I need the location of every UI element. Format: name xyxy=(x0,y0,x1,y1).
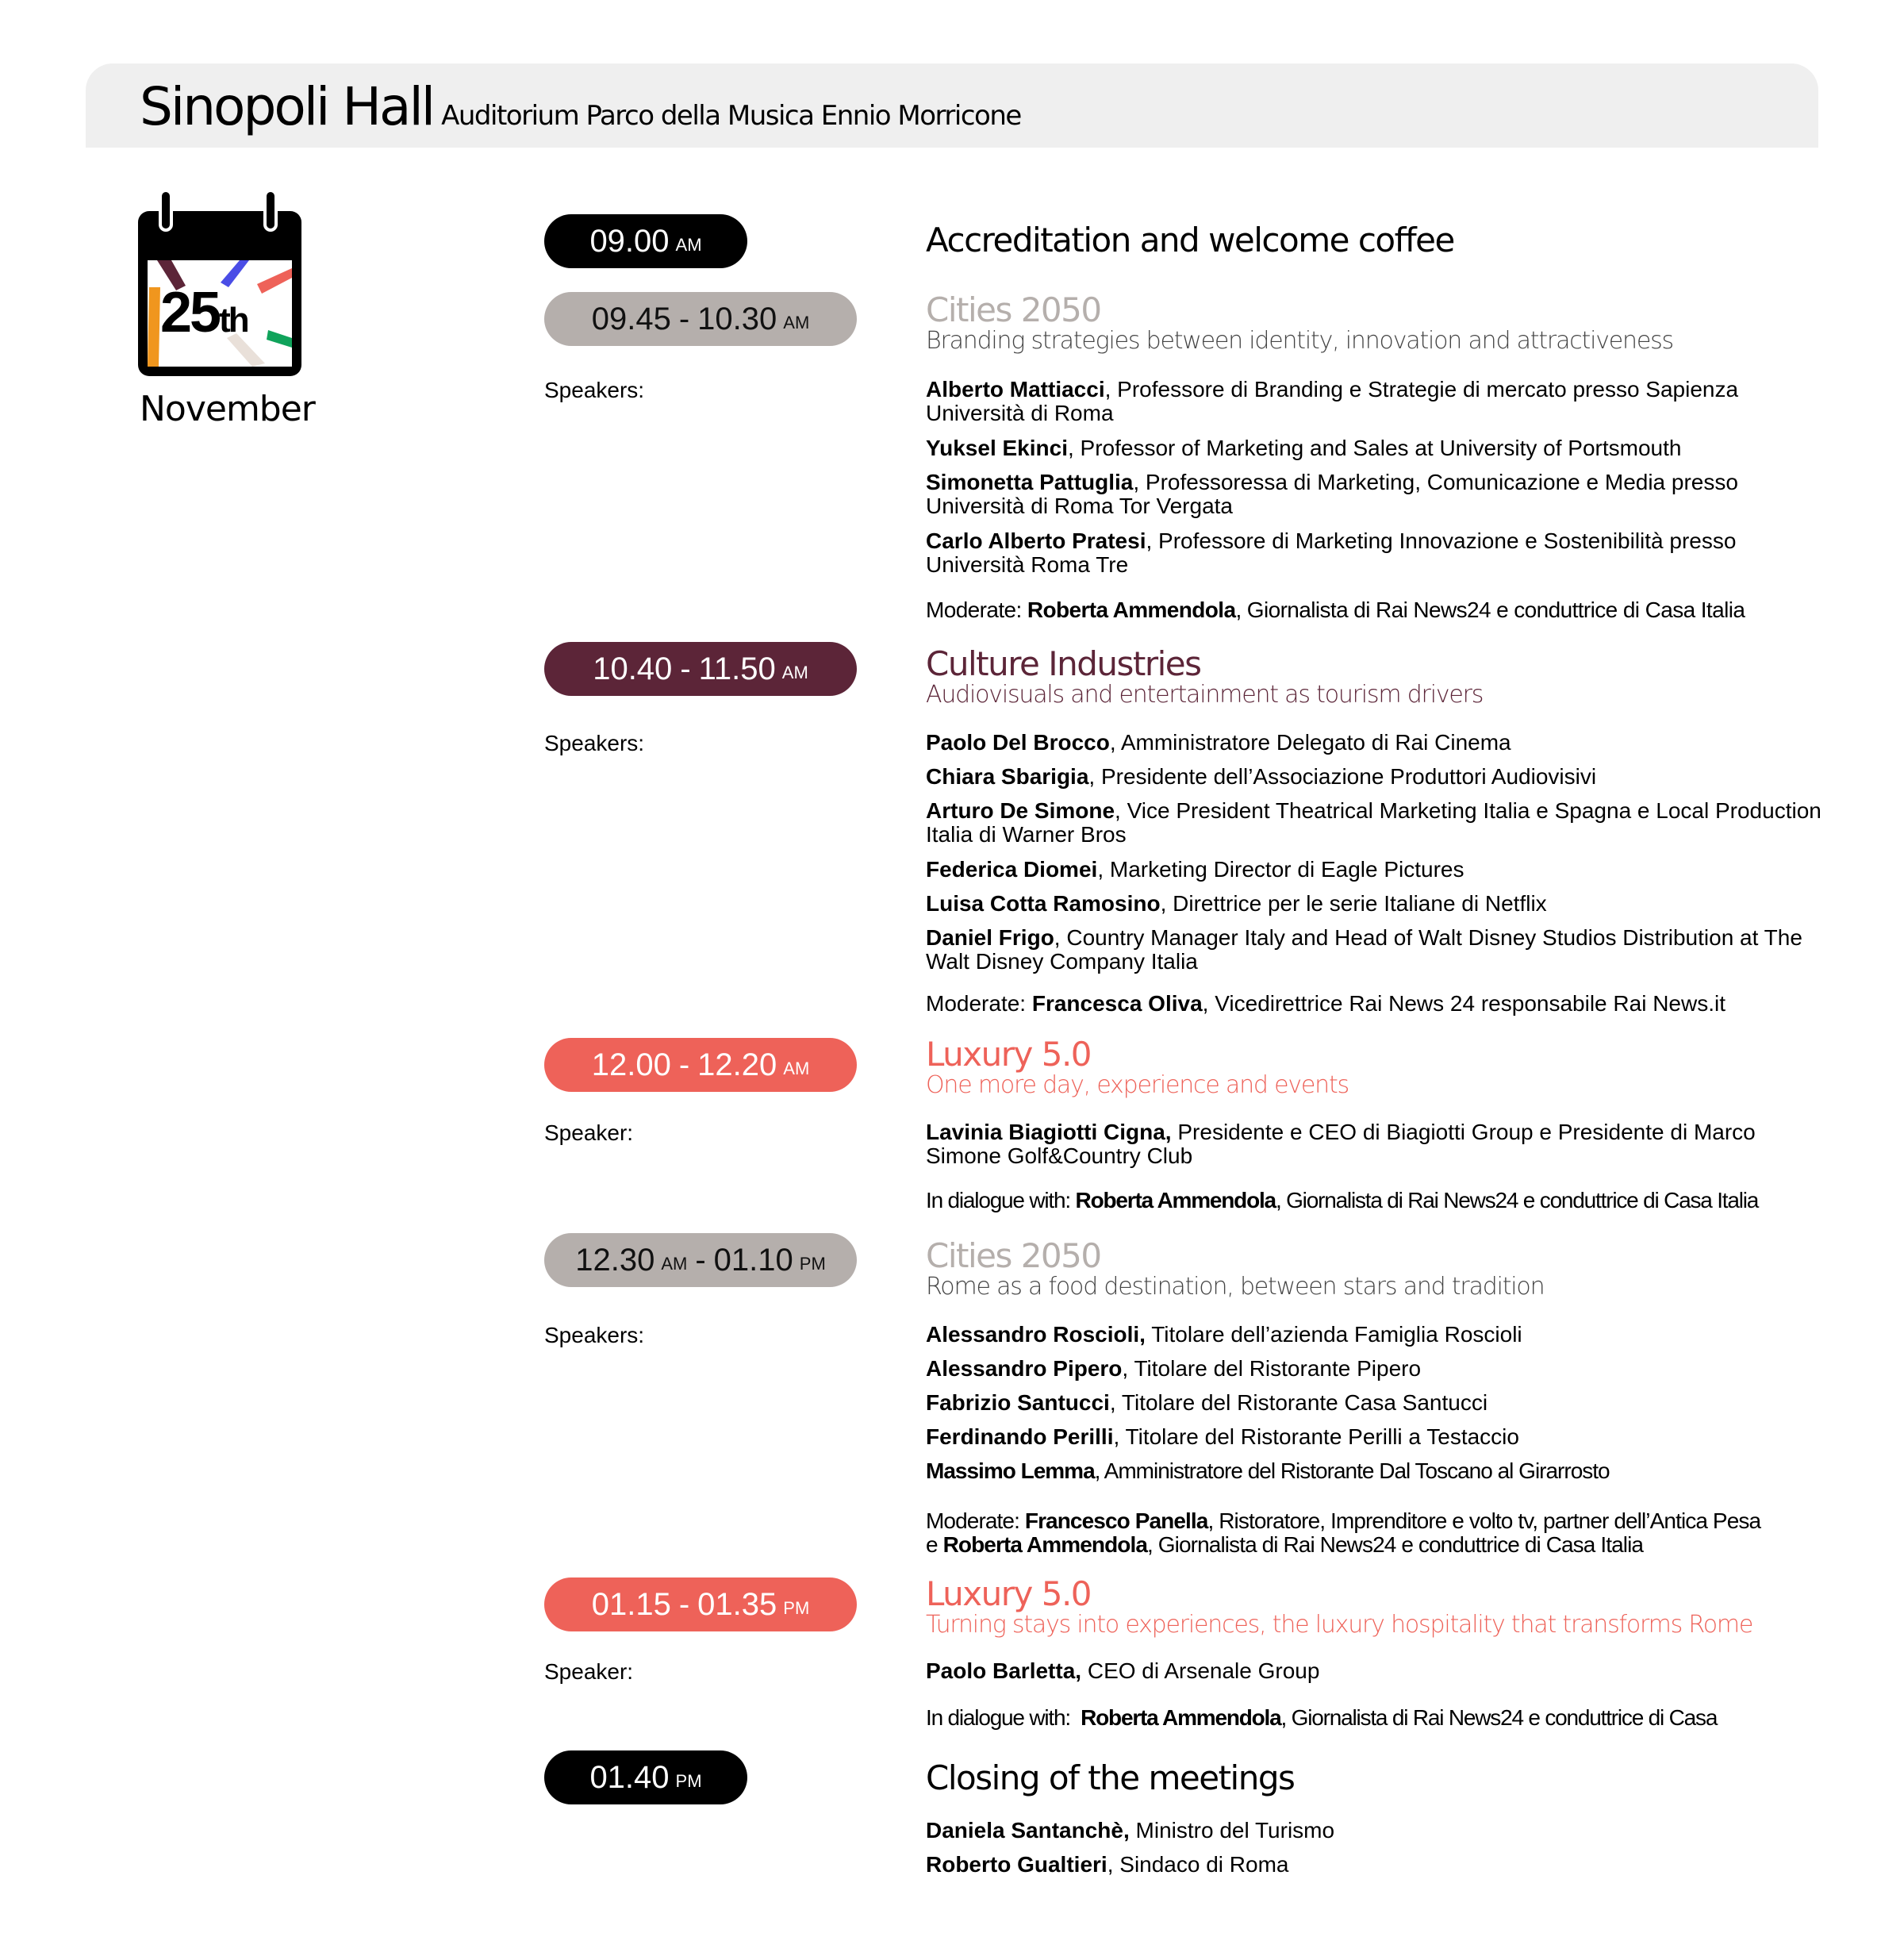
moderator: In dialogue with: Roberta Ammendola, Giornalista di Rai News24 e conduttrice di Casa xyxy=(926,1705,1718,1730)
speaker: Alessandro Roscioli, Titolare dell’azienda Famiglia Roscioli xyxy=(926,1322,1522,1347)
calendar-icon xyxy=(138,189,301,376)
speaker: Massimo Lemma, Amministratore del Ristorante Dal Toscano al Girarrosto xyxy=(926,1458,1610,1483)
speakers-label: Speakers: xyxy=(544,1323,645,1347)
speaker: Alberto Mattiacci, Professore di Branding e Strategie di mercato presso Sapienza Università di Roma xyxy=(926,377,1739,425)
speaker: Arturo De Simone, Vice President Theatrical Marketing Italia e Spagna e Local Production Italia di Warner Bros xyxy=(926,798,1821,847)
hall-name: Sinopoli Hall xyxy=(140,76,434,137)
speaker: Paolo Del Brocco, Amministratore Delegato di Rai Cinema xyxy=(926,730,1511,755)
time-pill-1230: 12.30 AM - 01.10 PM xyxy=(544,1233,857,1287)
session-subtitle: Audiovisuals and entertainment as tourism drivers xyxy=(926,681,1484,709)
speaker: Roberto Gualtieri, Sindaco di Roma xyxy=(926,1852,1289,1877)
speaker: Paolo Barletta, CEO di Arsenale Group xyxy=(926,1658,1320,1683)
moderator: In dialogue with: Roberta Ammendola, Giornalista di Rai News24 e conduttrice di Casa Italia xyxy=(926,1188,1759,1212)
speaker: Daniela Santanchè, Ministro del Turismo xyxy=(926,1818,1335,1843)
session-title: Cities 2050 xyxy=(926,290,1101,329)
hall-title xyxy=(140,76,1021,137)
time-pill-0900: 09.00 AM xyxy=(544,214,747,268)
calendar-month: November xyxy=(140,389,315,429)
session-subtitle: Rome as a food destination, between stars and tradition xyxy=(926,1273,1545,1301)
speaker: Alessandro Pipero, Titolare del Ristorante Pipero xyxy=(926,1356,1422,1381)
hall-header xyxy=(86,63,1818,148)
session-title: Culture Industries xyxy=(926,644,1201,683)
speaker: Federica Diomei, Marketing Director di Eagle Pictures xyxy=(926,857,1464,882)
speaker: Carlo Alberto Pratesi, Professore di Marketing Innovazione e Sostenibilità presso Università Roma Tre xyxy=(926,528,1737,577)
time-pill-1200: 12.00 - 12.20 AM xyxy=(544,1038,857,1092)
session-title: Accreditation and welcome coffee xyxy=(926,221,1454,259)
time-pill-0140: 01.40 PM xyxy=(544,1750,747,1804)
session-subtitle: Turning stays into experiences, the luxury hospitality that transforms Rome xyxy=(926,1611,1753,1639)
speaker: Simonetta Pattuglia, Professoressa di Marketing, Comunicazione e Media presso Università di Roma Tor Vergata xyxy=(926,470,1738,518)
speakers-label: Speaker: xyxy=(544,1659,634,1684)
time-pill-1040: 10.40 - 11.50 AM xyxy=(544,642,857,696)
speakers-label: Speaker: xyxy=(544,1120,634,1145)
speaker: Yuksel Ekinci, Professor of Marketing and Sales at University of Portsmouth xyxy=(926,436,1682,460)
moderator: Moderate: Francesco Panella, Ristoratore, Imprenditore e volto tv, partner dell’Antica Pesa e Roberta Ammendola, Giornalista di Rai News24 e conduttrice di Casa Italia xyxy=(926,1508,1761,1557)
speaker: Ferdinando Perilli, Titolare del Ristorante Perilli a Testaccio xyxy=(926,1424,1519,1449)
speakers-label: Speakers: xyxy=(544,731,645,755)
session-title: Luxury 5.0 xyxy=(926,1035,1092,1074)
session-subtitle: One more day, experience and events xyxy=(926,1071,1349,1099)
calendar-day: 25th xyxy=(160,281,248,344)
speaker: Lavinia Biagiotti Cigna, Presidente e CEO di Biagiotti Group e Presidente di Marco Simone Golf&Country Club xyxy=(926,1120,1756,1168)
speaker: Luisa Cotta Ramosino, Direttrice per le serie Italiane di Netflix xyxy=(926,891,1547,916)
moderator: Moderate: Francesca Oliva, Vicedirettrice Rai News 24 responsabile Rai News.it xyxy=(926,991,1726,1016)
time-pill-0945: 09.45 - 10.30 AM xyxy=(544,292,857,346)
speaker: Daniel Frigo, Country Manager Italy and Head of Walt Disney Studios Distribution at The Walt Disney Company Italia xyxy=(926,925,1802,974)
session-title: Cities 2050 xyxy=(926,1236,1101,1275)
speakers-label: Speakers: xyxy=(544,378,645,402)
speaker: Chiara Sbarigia, Presidente dell’Associazione Produttori Audiovisivi xyxy=(926,764,1597,789)
speaker: Fabrizio Santucci, Titolare del Ristorante Casa Santucci xyxy=(926,1390,1488,1415)
time-pill-0115: 01.15 - 01.35 PM xyxy=(544,1577,857,1631)
session-subtitle: Branding strategies between identity, innovation and attractiveness xyxy=(926,327,1673,355)
session-title: Closing of the meetings xyxy=(926,1758,1295,1797)
moderator: Moderate: Roberta Ammendola, Giornalista di Rai News24 e conduttrice di Casa Italia xyxy=(926,598,1745,622)
venue-name: Auditorium Parco della Musica Ennio Morricone xyxy=(441,100,1021,132)
session-title: Luxury 5.0 xyxy=(926,1574,1092,1613)
